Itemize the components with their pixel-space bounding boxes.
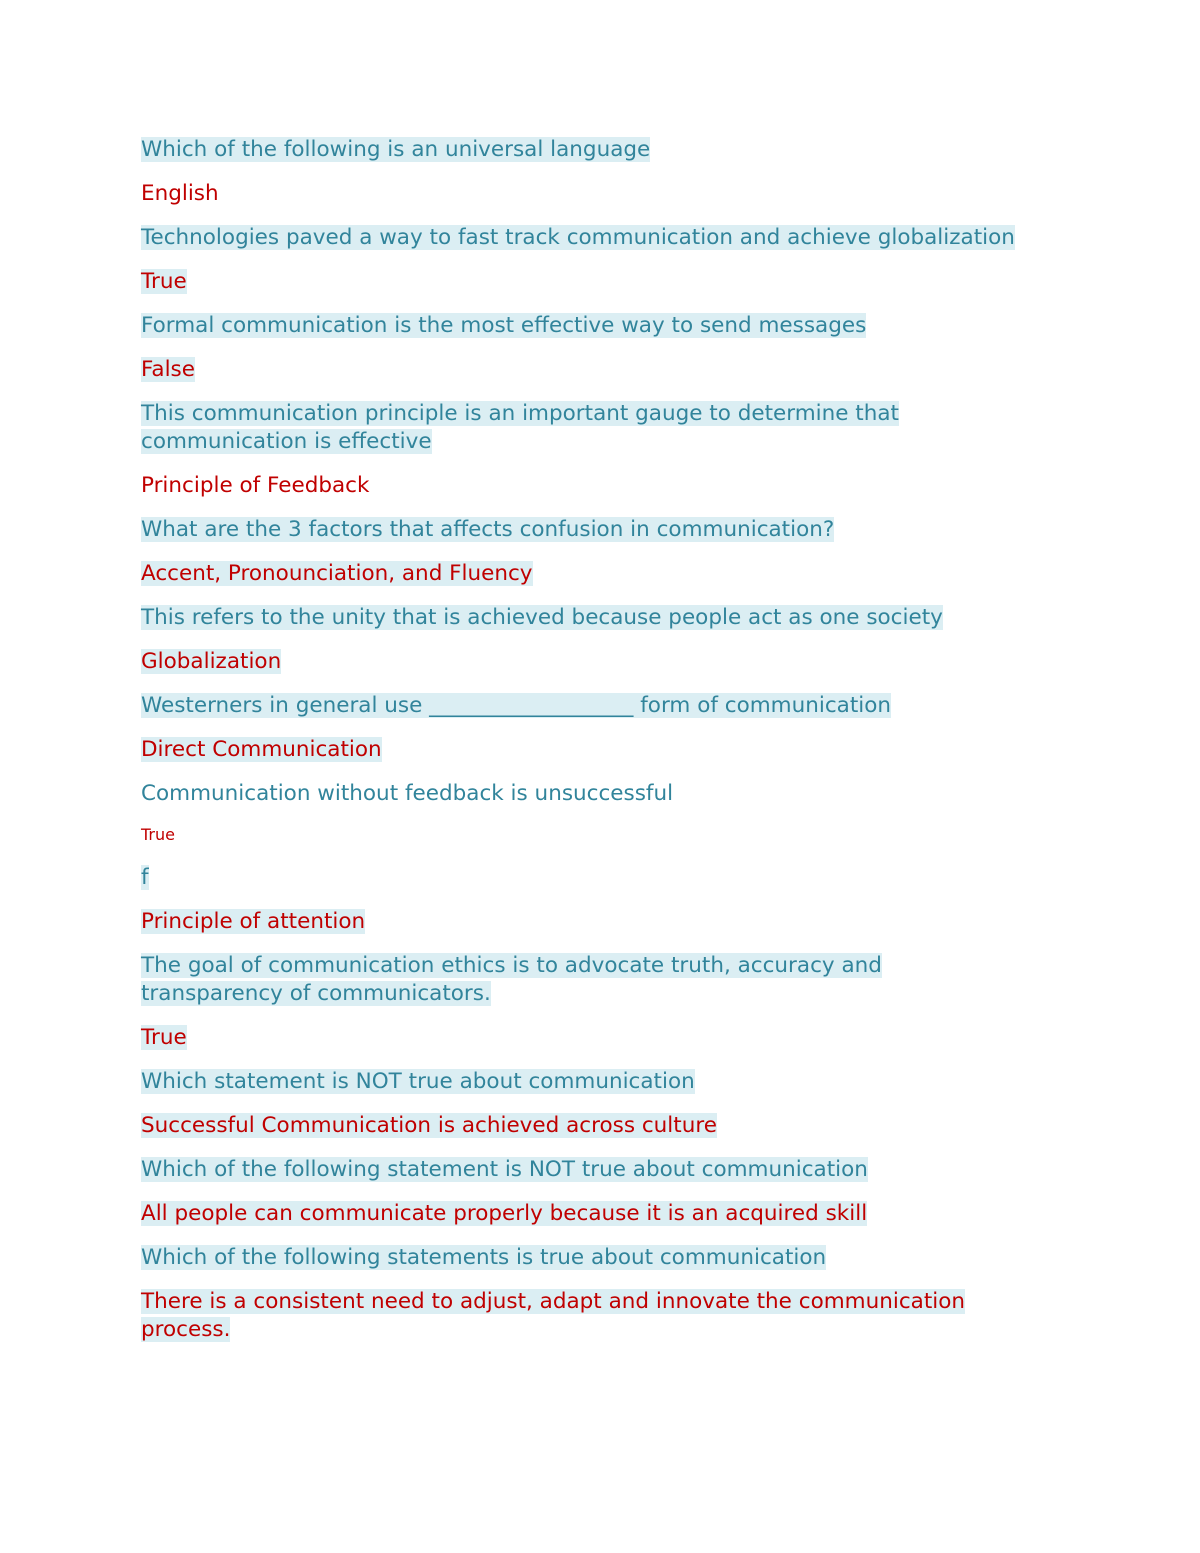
question-10: The goal of communication ethics is to advocate truth, accuracy and transparency of communicators. (141, 953, 882, 1006)
answer-9: Principle of attention (141, 909, 366, 934)
answer-6: Globalization (141, 649, 282, 674)
answer-11: Successful Communication is achieved across culture (141, 1113, 717, 1138)
answer-8: True (141, 825, 175, 844)
answer-7: Direct Communication (141, 737, 382, 762)
answer-10: True (141, 1025, 187, 1050)
question-7: Westerners in general use ___________________ form of communication (141, 693, 892, 718)
question-8: Communication without feedback is unsuccessful (141, 781, 674, 806)
question-4: This communication principle is an important gauge to determine that communication is effective (141, 401, 899, 454)
answer-13: There is a consistent need to adjust, adapt and innovate the communication process. (141, 1289, 966, 1342)
question-1: Which of the following is an universal language (141, 137, 651, 162)
question-12: Which of the following statement is NOT true about communication (141, 1157, 868, 1182)
answer-1: English (141, 181, 219, 206)
question-3: Formal communication is the most effective way to send messages (141, 313, 867, 338)
answer-12: All people can communicate properly because it is an acquired skill (141, 1201, 868, 1226)
question-9: f (141, 865, 149, 890)
question-11: Which statement is NOT true about communication (141, 1069, 695, 1094)
answer-2: True (141, 269, 187, 294)
answer-4: Principle of Feedback (141, 473, 370, 498)
question-2: Technologies paved a way to fast track communication and achieve globalization (141, 225, 1015, 250)
question-6: This refers to the unity that is achieved because people act as one society (141, 605, 943, 630)
answer-3: False (141, 357, 195, 382)
question-13: Which of the following statements is true about communication (141, 1245, 827, 1270)
document-page (141, 136, 1071, 1360)
question-5: What are the 3 factors that affects confusion in communication? (141, 517, 835, 542)
answer-5: Accent, Pronounciation, and Fluency (141, 561, 533, 586)
